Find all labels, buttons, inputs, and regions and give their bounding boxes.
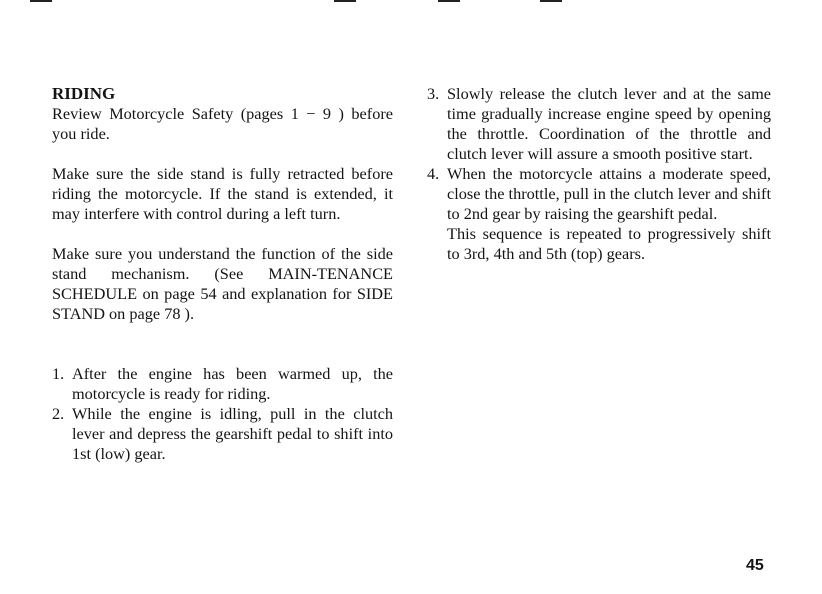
review-paragraph: Review Motorcycle Safety (pages 1 − 9 ) before you ride. [52, 104, 393, 143]
sequence-paragraph: This sequence is repeated to progressively shift to 3rd, 4th and 5th (top) gears. [447, 224, 771, 263]
side-stand-function-paragraph: Make sure you understand the function of the side stand mechanism. (See MAIN-TENANCE SCHEDULE on page 54 and explanation for SIDE STAND on page 78 ). [52, 244, 393, 323]
crop-mark [30, 0, 52, 2]
right-column [427, 84, 771, 264]
step-text: After the engine has been warmed up, the motorcycle is ready for riding. [72, 364, 393, 403]
side-stand-check-paragraph: Make sure the side stand is fully retracted before riding the motorcycle. If the stand is extended, it may interfere with control during a left turn. [52, 164, 393, 223]
step-number: 2. [52, 404, 65, 423]
step-text: When the motorcycle attains a moderate speed, close the throttle, pull in the clutch lever and shift to 2nd gear by raising the gearshift pedal. [447, 164, 771, 223]
step-item [52, 404, 393, 464]
step-number: 3. [427, 84, 440, 103]
riding-steps-list [52, 364, 393, 464]
step-number: 4. [427, 164, 440, 183]
section-heading: RIDING [52, 84, 116, 103]
step-item [52, 364, 393, 404]
step-number: 1. [52, 364, 65, 383]
crop-mark [334, 0, 356, 2]
crop-mark [438, 0, 460, 2]
riding-steps-list-continued [427, 84, 771, 224]
step-item [427, 84, 771, 164]
step-item [427, 164, 771, 224]
step-text: Slowly release the clutch lever and at the same time gradually increase engine speed by opening the throttle. Coordination of the throttle and clutch lever will assure a smooth positive start. [447, 84, 771, 163]
page-number: 45 [746, 557, 764, 574]
left-column [52, 84, 393, 464]
step-text: While the engine is idling, pull in the clutch lever and depress the gearshift pedal to shift into 1st (low) gear. [72, 404, 393, 463]
crop-mark [540, 0, 562, 2]
